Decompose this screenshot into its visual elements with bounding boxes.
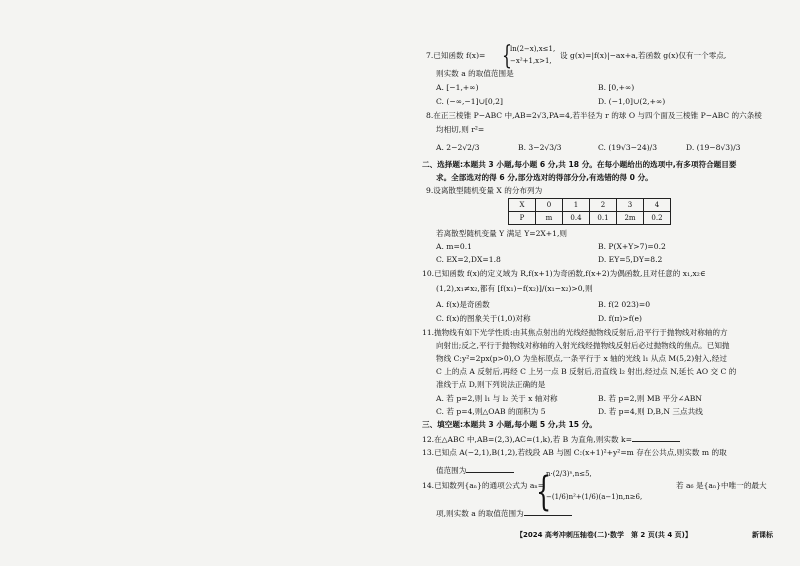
q10-stem-2: (1,2),x₁≠x₂,都有 [f(x₁)−f(x₂)]/(x₁−x₂)>0,则 <box>436 284 593 293</box>
table-cell: 0.2 <box>644 212 671 225</box>
section-2-heading-2: 求。全部选对的得 6 分,部分选对的得部分分,有选错的得 0 分。 <box>436 173 653 182</box>
q11-option-b: B. 若 p=2,则 MB 平分∠ABN <box>598 394 702 403</box>
q9-option-a: A. m=0.1 <box>436 242 472 251</box>
footer-edition: 新课标 <box>752 531 773 539</box>
q9-stem: 9.设离散型随机变量 X 的分布列为 <box>426 186 543 195</box>
q10-option-c: C. f(x)的图象关于(1,0)对称 <box>436 314 531 323</box>
table-header-cell: 0 <box>536 199 563 212</box>
q11-stem-3: 物线 C:y²=2px(p>0),O 为坐标原点,一条平行于 x 轴的光线 l₁ 从点 M(5,2)射入,经过 <box>436 354 727 363</box>
table-cell: m <box>536 212 563 225</box>
q7-piece-1: ln(2−x),x≤1, <box>510 45 556 53</box>
answer-blank <box>466 465 514 473</box>
q7-option-a: A. [−1,+∞) <box>436 83 479 92</box>
q9-stem-2: 若离散型随机变量 Y 满足 Y=2X+1,则 <box>436 229 568 238</box>
q14-stem-3 <box>436 508 572 518</box>
q9-option-d: D. EY=5,DY=8.2 <box>598 255 663 264</box>
q7-option-d: D. (−1,0]∪(2,+∞) <box>598 97 666 106</box>
table-header-cell: 1 <box>563 199 590 212</box>
q8-option-d: D. (19−8√3)/3 <box>686 143 741 152</box>
q11-stem: 11.抛物线有如下光学性质:由其焦点射出的光线经抛物线反射后,沿平行于抛物线对称轴的方 <box>422 328 728 337</box>
q11-stem-5: 准线于点 D,则下列说法正确的是 <box>436 380 546 389</box>
q14-piece-2: −(1/6)n²+(1/6)(a−1)n,n≥6, <box>546 493 643 501</box>
q8-stem: 8.在正三棱锥 P−ABC 中,AB=2√3,PA=4,若半径为 r 的球 O 与四个面及三棱锥 P−ABC 的六条棱 <box>426 111 762 120</box>
q7-brace: { <box>502 41 512 71</box>
q8-option-b: B. 3−2√3/3 <box>518 143 562 152</box>
q7-stem-3: 则实数 a 的取值范围是 <box>436 69 514 78</box>
q7-stem: 7.已知函数 f(x)= <box>426 51 486 60</box>
q7-stem-2: 设 g(x)=|f(x)|−ax+a,若函数 g(x)仅有一个零点, <box>560 51 727 60</box>
q14-stem-2: 若 a₆ 是{aₙ}中唯一的最大 <box>676 481 767 490</box>
q14-piece-1: n·(2/3)ⁿ,n≤5, <box>546 470 592 478</box>
q8-stem-2: 均相切,则 r²= <box>436 125 485 134</box>
answer-blank <box>524 508 572 516</box>
q14-stem: 14.已知数列{aₙ}的通项公式为 aₙ= <box>422 481 545 490</box>
q8-option-c: C. (19√3−24)/3 <box>598 143 658 152</box>
q7-option-b: B. [0,+∞) <box>598 83 635 92</box>
q11-option-c: C. 若 p=4,则△OAB 的面积为 5 <box>436 407 546 416</box>
table-header-cell: 2 <box>590 199 617 212</box>
table-row <box>509 199 671 212</box>
q11-stem-4: C 上的点 A 反射后,再经 C 上另一点 B 反射后,沿直线 l₂ 射出,经过点 N,延长 AO 交 C 的 <box>436 367 737 376</box>
table-cell: 0.1 <box>590 212 617 225</box>
q10-option-a: A. f(x)是奇函数 <box>436 300 490 309</box>
q11-option-a: A. 若 p=2,则 l₁ 与 l₂ 关于 x 轴对称 <box>436 394 558 403</box>
q14-text: 项,则实数 a 的取值范围为 <box>436 509 524 518</box>
table-header-cell: 4 <box>644 199 671 212</box>
q7-piece-2: −x²+1,x>1, <box>510 57 552 65</box>
table-header-cell: 3 <box>617 199 644 212</box>
section-2-heading: 二、选择题:本题共 3 小题,每小题 6 分,共 18 分。在每小题给出的选项中,有多项符合题目要 <box>422 160 737 169</box>
q11-option-d: D. 若 p=4,则 D,B,N 三点共线 <box>598 407 703 416</box>
table-cell: 2m <box>617 212 644 225</box>
q14-brace: { <box>536 469 552 515</box>
q13-text: 值范围为 <box>436 466 467 475</box>
q9-option-b: B. P(X+Y>7)=0.2 <box>598 242 666 251</box>
section-3-heading: 三、填空题:本题共 3 小题,每小题 5 分,共 15 分。 <box>422 420 597 429</box>
exam-page <box>418 0 790 566</box>
q11-stem-2: 向射出;反之,平行于抛物线对称轴的入射光线经抛物线反射后必过抛物线的焦点。已知抛 <box>436 341 730 350</box>
q13-stem: 13.已知点 A(−2,1),B(1,2),若线段 AB 与圆 C:(x+1)²+y²=m 存在公共点,则实数 m 的取 <box>422 448 727 457</box>
q12-stem <box>422 434 680 444</box>
q10-option-b: B. f(2 023)=0 <box>598 300 651 309</box>
q13-stem-2 <box>436 465 514 475</box>
page-footer: 【2024 高考冲刺压轴卷(二)·数学 第 2 页(共 4 页)】 <box>516 531 692 539</box>
table-header-cell: X <box>509 199 536 212</box>
q7-option-c: C. (−∞,−1]∪[0,2] <box>436 97 503 106</box>
q12-text: 12.在△ABC 中,AB=(2,3),AC=(1,k),若 B 为直角,则实数 k= <box>422 435 632 444</box>
table-row <box>509 212 671 225</box>
table-cell: 0.4 <box>563 212 590 225</box>
answer-blank <box>632 434 680 442</box>
q8-option-a: A. 2−2√2/3 <box>436 143 480 152</box>
table-cell: P <box>509 212 536 225</box>
q9-option-c: C. EX=2,DX=1.8 <box>436 255 501 264</box>
q10-stem: 10.已知函数 f(x)的定义域为 R,f(x+1)为奇函数,f(x+2)为偶函数,且对任意的 x₁,x₂∈ <box>422 269 706 278</box>
distribution-table <box>508 198 671 225</box>
q10-option-d: D. f(π)>f(e) <box>598 314 642 323</box>
